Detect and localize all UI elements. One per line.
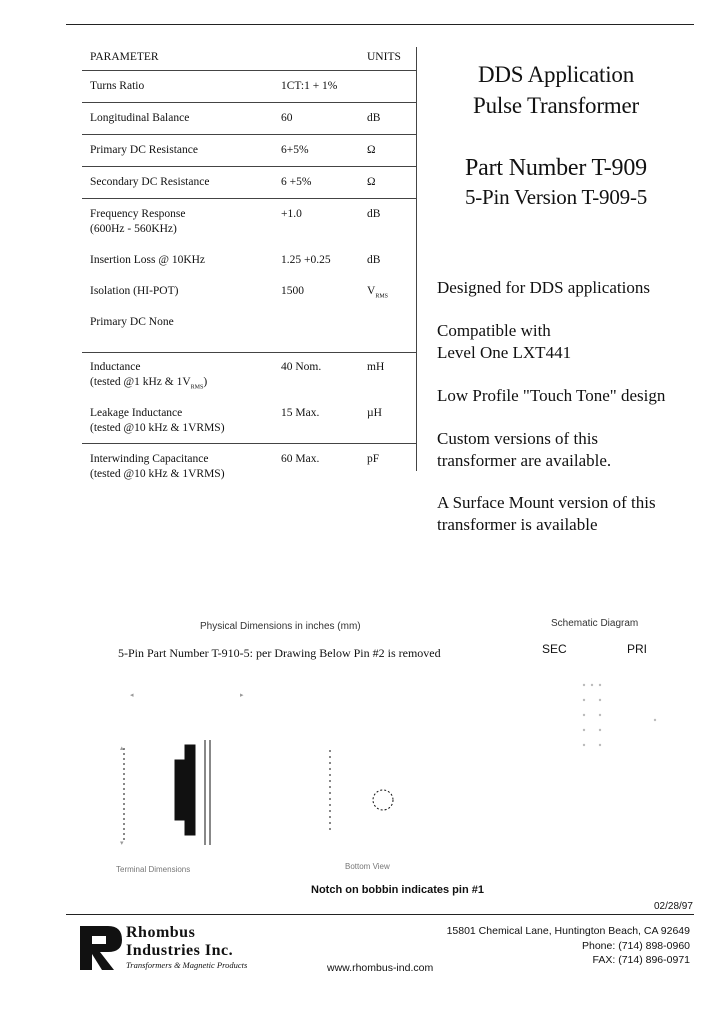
dim-arrow-down: ▾: [120, 839, 124, 847]
title-line1: DDS Application: [477, 62, 635, 87]
footer-rule: [66, 914, 694, 915]
company-website-link[interactable]: www.rhombus-ind.com: [327, 962, 434, 974]
rhombus-logo-icon: [78, 924, 124, 972]
table-header: [82, 47, 416, 71]
table-right-border: [416, 47, 417, 471]
feature-compatible: Compatible with: [437, 321, 551, 340]
pri-label: PRI: [627, 642, 648, 656]
feature-custom-2: transformer are available.: [437, 451, 612, 470]
feature-low-profile: Low Profile "Touch Tone" design: [437, 386, 666, 405]
table-row: Longitudinal Balance 60 dB: [82, 103, 416, 135]
dims-title: Physical Dimensions in inches (mm): [200, 621, 361, 632]
feature-custom: Custom versions of this: [437, 429, 599, 448]
table-row: Turns Ratio 1CT:1 + 1%: [82, 71, 416, 103]
bottom-view: Bottom View: [345, 862, 390, 871]
feature-dds: Designed for DDS applications: [437, 278, 650, 297]
company-name-1: Rhombus: [126, 924, 196, 941]
schematic-title: Schematic Diagram: [551, 618, 639, 629]
physical-drawing: [100, 670, 440, 890]
company-fax: FAX: (714) 896-0971: [592, 954, 690, 966]
terminal-dims: Terminal Dimensions: [116, 865, 191, 874]
dim-arrow-left: ◂: [130, 691, 134, 699]
doc-date: 02/28/97: [654, 901, 693, 912]
table-row: Inductance (tested @1 kHz & $1V_{RMS}$) 40 Nom. mH Leakage Inductance (tested @10 kHz & 1VRMS) 15 Max. µH Interwinding Capacitance (tested @10 kHz & 1VRMS) 60 Max. pF: [82, 353, 416, 491]
feature-compatible-2: Level One LXT441: [437, 343, 572, 362]
dim-arrow-right: ▸: [240, 691, 244, 699]
pin-note: 5-Pin Part Number T-910-5: per Drawing Below Pin #2 is removed: [118, 646, 441, 660]
table-row: Secondary DC Resistance 6 +5% Ω: [82, 167, 416, 199]
company-name-2: Industries Inc.: [126, 942, 234, 959]
sec-label: SEC: [542, 642, 567, 656]
header-parameter: PARAMETER: [90, 51, 159, 63]
part-number: Part Number T-909: [465, 155, 647, 181]
table-row: Primary DC Resistance 6+5% Ω: [82, 135, 416, 167]
company-address: 15801 Chemical Lane, Huntington Beach, CA 92649: [446, 925, 690, 937]
company-tagline: Transformers & Magnetic Products: [126, 960, 248, 970]
title-line2: Pulse Transformer: [473, 93, 639, 118]
bobbin-flange: [185, 745, 195, 835]
feature-smt-2: transformer is available: [437, 515, 598, 534]
feature-smt: A Surface Mount version of this: [437, 493, 656, 512]
spec-table: [82, 47, 416, 491]
table-row: Frequency Response (600Hz - 560KHz) +1.0 dB Insertion Loss @ 10KHz 1.25 +0.25 dB Isolation (HI-POT) 1500 $V_{RMS}$ Primary DC None: [90, 208, 388, 328]
top-rule: [66, 24, 694, 25]
header-units: UNITS: [367, 51, 401, 63]
version-number: 5-Pin Version T-909-5: [464, 185, 648, 209]
schematic-diagram: [570, 675, 670, 765]
company-phone: Phone: (714) 898-0960: [582, 940, 690, 952]
notch-note: Notch on bobbin indicates pin #1: [311, 884, 484, 896]
dim-arrow-up: ▴: [120, 744, 124, 752]
